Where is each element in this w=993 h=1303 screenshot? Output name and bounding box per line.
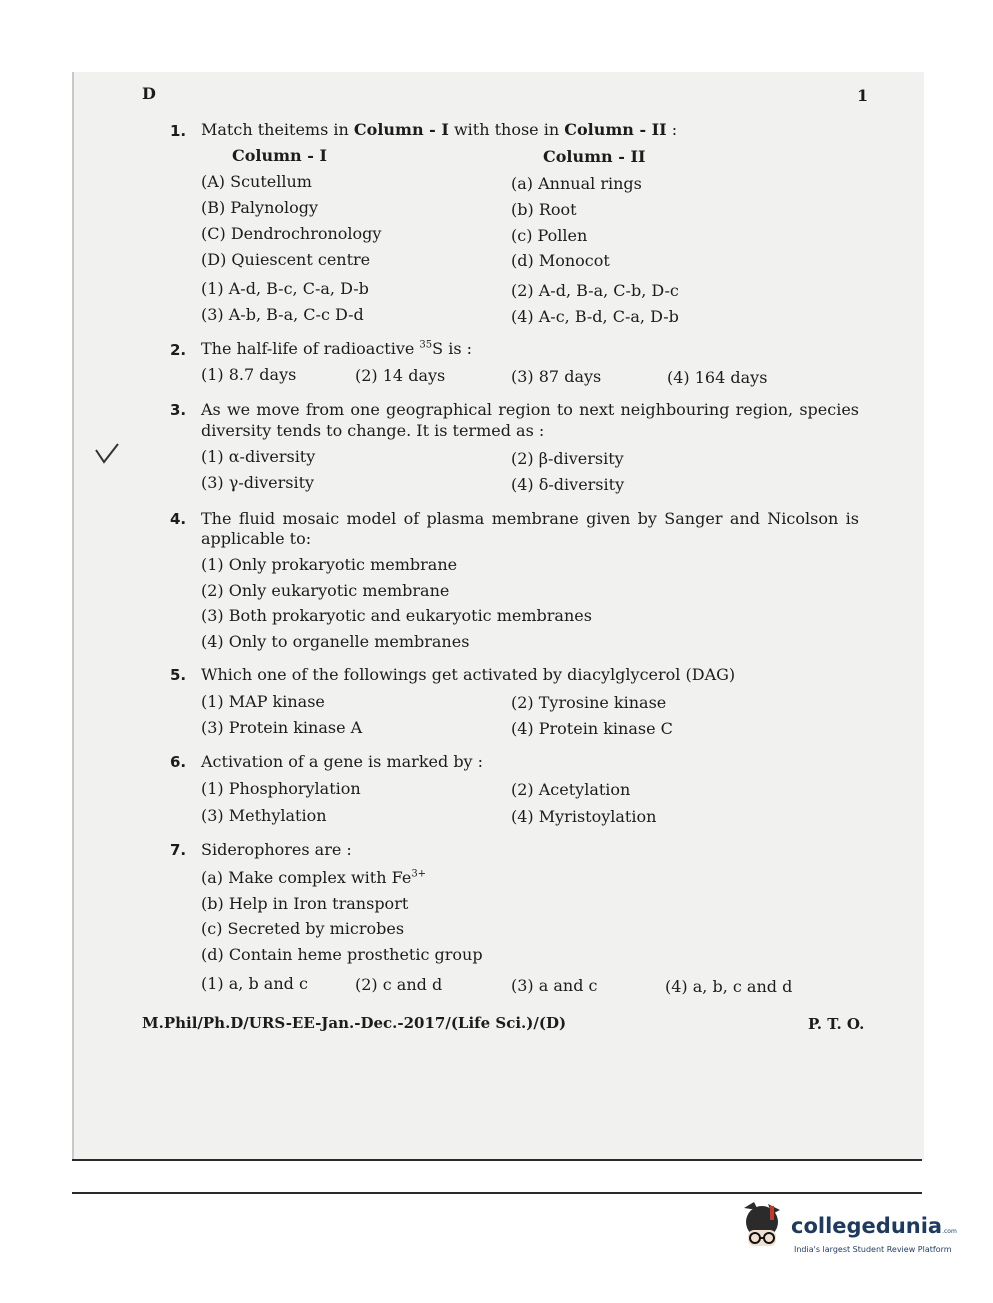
statement: (a) Make complex with $Fe^{3+}$ (201, 868, 427, 887)
pto-label: P. T. O. (808, 1015, 865, 1033)
answer-option: (2) Acetylation (511, 780, 631, 799)
answer-option: (1) α-diversity (201, 447, 316, 466)
answer-option: (4) 164 days (667, 368, 768, 387)
answer-option: (3) γ-diversity (201, 473, 315, 492)
answer-option: (3) Methylation (201, 806, 327, 825)
brand-tagline: India's largest Student Review Platform (794, 1245, 952, 1254)
match-item: (b) Root (511, 200, 577, 219)
answer-option: (4) Only to organelle membranes (201, 632, 470, 651)
answer-option: (2) 14 days (355, 366, 446, 385)
question-number: 5. (170, 666, 187, 684)
question-number: 7. (170, 841, 187, 859)
set-letter: D (142, 84, 156, 103)
answer-option: (2) A-d, B-a, C-b, D-c (511, 281, 679, 300)
match-item: (c) Pollen (511, 226, 588, 245)
answer-option: (2) c and d (355, 975, 443, 994)
answer-option: (4) Protein kinase C (511, 719, 673, 738)
statement: (c) Secreted by microbes (201, 919, 405, 938)
page-number: 1 (857, 86, 869, 105)
answer-option: (3) a and c (511, 976, 598, 995)
match-item: (D) Quiescent centre (201, 250, 371, 269)
answer-option: (1) a, b and c (201, 974, 308, 993)
match-item: (a) Annual rings (511, 174, 642, 193)
answer-option: (2) β-diversity (511, 449, 624, 468)
answer-option: (1) 8.7 days (201, 365, 297, 384)
question-stem: The fluid mosaic model of plasma membrane given by Sanger and Nicolson is (201, 509, 859, 528)
question-number: 1. (170, 122, 187, 140)
question-stem: Match theitems in Column - I with those in Column - II : (201, 120, 678, 139)
column-header: Column - II (543, 147, 646, 166)
answer-option: (3) Protein kinase A (201, 718, 363, 737)
answer-option: (1) MAP kinase (201, 692, 325, 711)
question-stem: applicable to: (201, 529, 312, 548)
answer-option: (3) 87 days (511, 367, 602, 386)
question-stem: diversity tends to change. It is termed as : (201, 421, 545, 440)
question-stem: As we move from one geographical region to next neighbouring region, species (201, 400, 859, 419)
match-item: (d) Monocot (511, 251, 610, 270)
question-stem: Activation of a gene is marked by : (201, 752, 484, 771)
question-number: 2. (170, 341, 187, 359)
answer-option: (3) Both prokaryotic and eukaryotic membranes (201, 606, 592, 625)
check-mark-icon (92, 440, 122, 470)
answer-option: (2) Tyrosine kinase (511, 693, 667, 712)
match-item: (C) Dendrochronology (201, 224, 382, 243)
match-item: (A) Scutellum (201, 172, 312, 191)
page-bottom-rule (72, 1192, 922, 1194)
match-item: (B) Palynology (201, 198, 319, 217)
column-header: Column - I (232, 146, 327, 165)
question-stem: The half-life of radioactive $^{35}$S is : (201, 339, 473, 358)
statement: (b) Help in Iron transport (201, 894, 409, 913)
question-number: 6. (170, 753, 187, 771)
answer-option: (1) Only prokaryotic membrane (201, 555, 458, 574)
question-number: 3. (170, 401, 187, 419)
question-stem: Which one of the followings get activated by diacylglycerol (DAG) (201, 665, 736, 684)
question-number: 4. (170, 510, 187, 528)
paper-code: M.Phil/Ph.D/URS-EE-Jan.-Dec.-2017/(Life Sci.)/(D) (142, 1014, 567, 1032)
answer-option: (1) A-d, B-c, C-a, D-b (201, 279, 369, 298)
brand-logo: collegedunia.com (791, 1214, 957, 1238)
answer-option: (3) A-b, B-a, C-c D-d (201, 305, 364, 324)
answer-option: (4) A-c, B-d, C-a, D-b (511, 307, 679, 326)
statement: (d) Contain heme prosthetic group (201, 945, 483, 964)
answer-option: (4) a, b, c and d (665, 977, 793, 996)
answer-option: (2) Only eukaryotic membrane (201, 581, 450, 600)
answer-option: (1) Phosphorylation (201, 779, 361, 798)
student-mascot-icon (734, 1200, 790, 1256)
scan-bottom-border (72, 1159, 922, 1161)
answer-option: (4) δ-diversity (511, 475, 625, 494)
question-stem: Siderophores are : (201, 840, 352, 859)
answer-option: (4) Myristoylation (511, 807, 657, 826)
